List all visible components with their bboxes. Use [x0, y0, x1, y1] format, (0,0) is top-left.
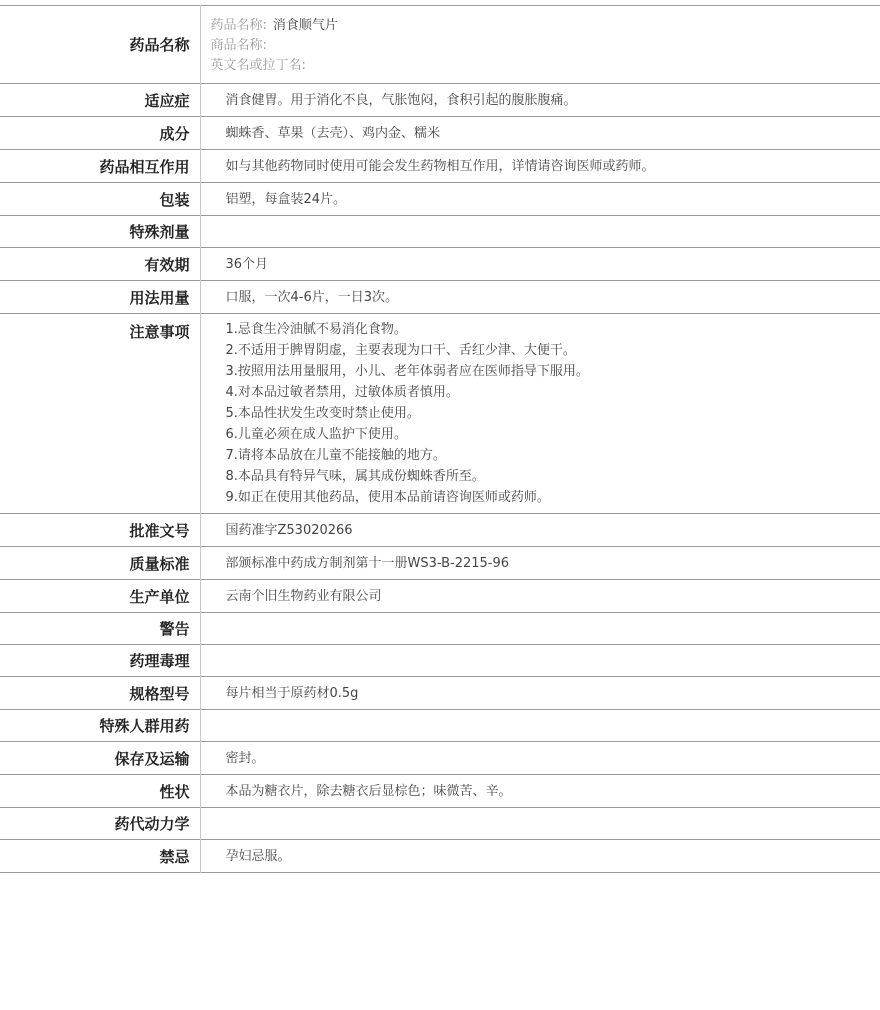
row-usage — [0, 281, 880, 314]
row-label: 性状 — [0, 775, 200, 808]
row-label: 用法用量 — [0, 281, 200, 314]
row-value — [200, 710, 880, 742]
row-value: 消食健胃。用于消化不良，气胀饱闷，食积引起的腹胀腹痛。 — [225, 93, 577, 108]
row-storage — [0, 742, 880, 775]
row-label: 禁忌 — [0, 840, 200, 873]
row-value — [200, 216, 880, 248]
row-special-dosage — [0, 216, 880, 248]
row-label: 药代动力学 — [0, 808, 200, 840]
precaution-item: 2.不适用于脾胃阴虚，主要表现为口干、舌红少津、大便干。 — [225, 343, 576, 358]
precaution-item: 6.儿童必须在成人监护下使用。 — [225, 427, 407, 442]
generic-name-label: 药品名称: — [210, 18, 267, 33]
row-drug-name — [0, 6, 880, 84]
generic-name-line — [211, 16, 880, 36]
row-precautions — [0, 314, 880, 514]
row-label: 质量标准 — [0, 547, 200, 580]
row-value: 蜘蛛香、草果（去壳）、鸡内金、糯米 — [225, 126, 441, 141]
row-value — [200, 613, 880, 645]
row-value: 本品为糖衣片，除去糖衣后显棕色；味微苦、辛。 — [225, 784, 512, 799]
row-label: 药品名称 — [0, 6, 200, 84]
row-label: 特殊剂量 — [0, 216, 200, 248]
precaution-item: 8.本品具有特异气味，属其成份蜘蛛香所至。 — [225, 469, 485, 484]
row-value: 36个月 — [225, 257, 269, 272]
drug-name-cell — [200, 6, 880, 84]
trade-name-label: 商品名称: — [210, 38, 267, 53]
precaution-item: 7.请将本品放在儿童不能接触的地方。 — [225, 448, 446, 463]
row-label: 规格型号 — [0, 677, 200, 710]
row-label: 保存及运输 — [0, 742, 200, 775]
row-value: 国药准字Z53020266 — [225, 523, 353, 538]
row-contraindications — [0, 840, 880, 873]
drug-spec-table — [0, 5, 880, 873]
row-value: 口服，一次4-6片，一日3次。 — [225, 290, 399, 305]
english-name-label: 英文名或拉丁名: — [210, 58, 306, 73]
row-label: 警告 — [0, 613, 200, 645]
precaution-item: 9.如正在使用其他药品，使用本品前请咨询医师或药师。 — [225, 490, 550, 505]
row-value: 每片相当于原药材0.5g — [225, 686, 359, 701]
row-label: 特殊人群用药 — [0, 710, 200, 742]
row-warning — [0, 613, 880, 645]
row-label: 药理毒理 — [0, 645, 200, 677]
precaution-item: 4.对本品过敏者禁用，过敏体质者慎用。 — [225, 385, 459, 400]
row-value: 铝塑，每盒装24片。 — [225, 192, 347, 207]
row-approval-number — [0, 514, 880, 547]
row-label: 药品相互作用 — [0, 150, 200, 183]
generic-name-value: 消食顺气片 — [272, 18, 338, 33]
row-value: 部颁标准中药成方制剂第十一册WS3-B-2215-96 — [225, 556, 510, 571]
row-indications — [0, 84, 880, 117]
row-label: 成分 — [0, 117, 200, 150]
row-ingredients — [0, 117, 880, 150]
row-value — [200, 645, 880, 677]
precaution-item: 3.按照用法用量服用，小儿、老年体弱者应在医师指导下服用。 — [225, 364, 589, 379]
row-label: 有效期 — [0, 248, 200, 281]
precautions-list — [200, 314, 880, 514]
row-value: 云南个旧生物药业有限公司 — [225, 589, 382, 604]
row-label: 生产单位 — [0, 580, 200, 613]
row-validity — [0, 248, 880, 281]
row-pharmacokinetics — [0, 808, 880, 840]
row-value: 如与其他药物同时使用可能会发生药物相互作用，详情请咨询医师或药师。 — [225, 159, 655, 174]
row-manufacturer — [0, 580, 880, 613]
row-value: 孕妇忌服。 — [225, 849, 291, 864]
row-appearance — [0, 775, 880, 808]
trade-name-line — [211, 36, 880, 56]
row-toxicology — [0, 645, 880, 677]
row-label: 批准文号 — [0, 514, 200, 547]
row-label: 注意事项 — [0, 314, 200, 514]
row-special-population — [0, 710, 880, 742]
row-interactions — [0, 150, 880, 183]
row-packaging — [0, 183, 880, 216]
precaution-item: 1.忌食生冷油腻不易消化食物。 — [225, 322, 407, 337]
precaution-item: 5.本品性状发生改变时禁止使用。 — [225, 406, 420, 421]
row-label: 适应症 — [0, 84, 200, 117]
english-name-line — [211, 56, 880, 76]
row-label: 包装 — [0, 183, 200, 216]
row-specification — [0, 677, 880, 710]
row-quality-standard — [0, 547, 880, 580]
row-value: 密封。 — [225, 751, 265, 766]
row-value — [200, 808, 880, 840]
